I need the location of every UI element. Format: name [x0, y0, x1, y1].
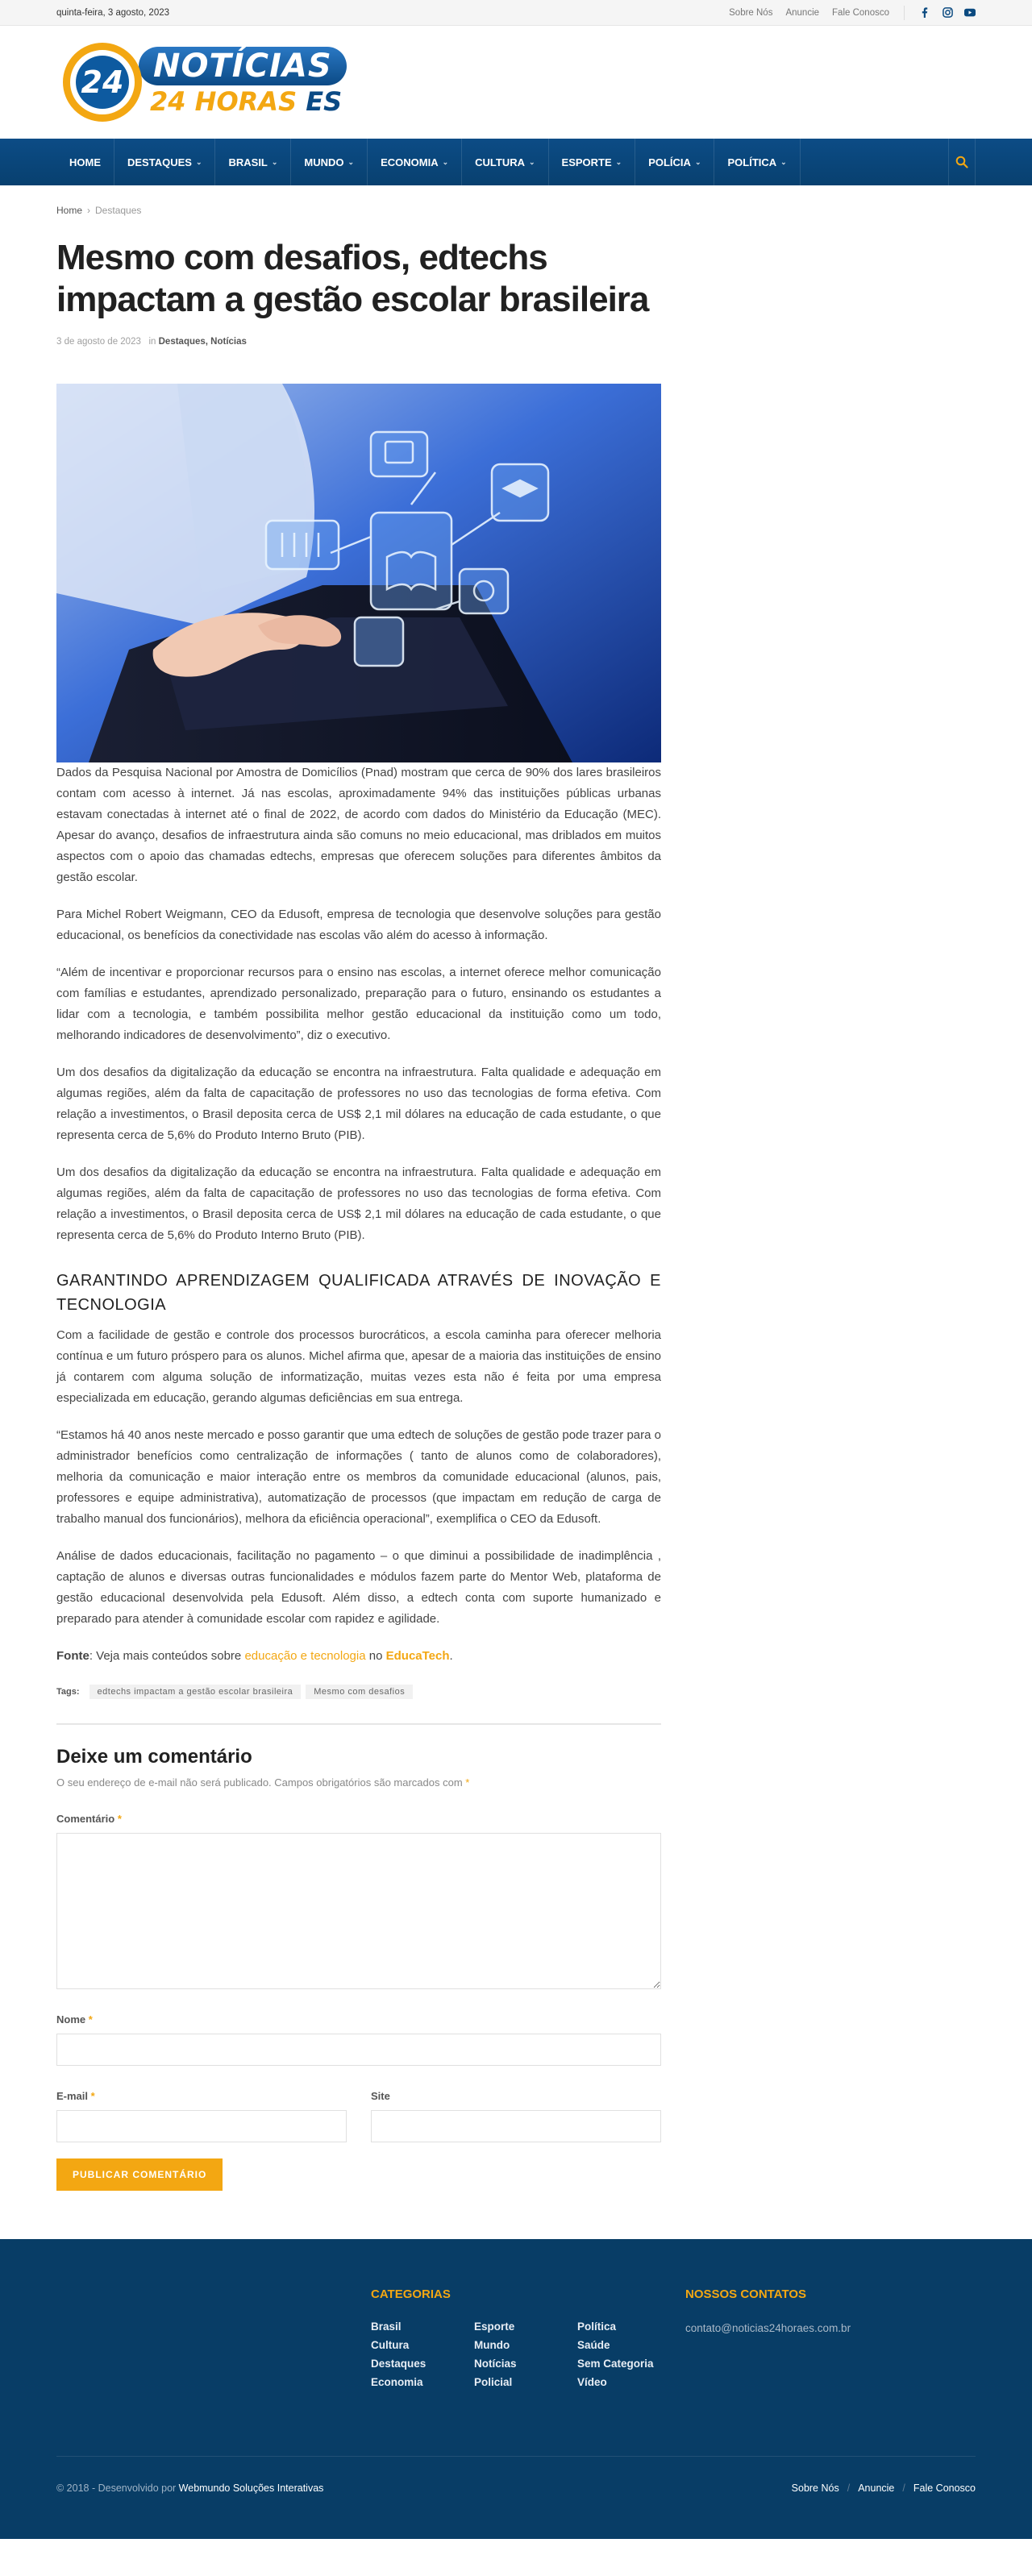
- site-footer: [0, 2239, 1032, 2539]
- top-link-fale-conosco[interactable]: Fale Conosco: [832, 7, 889, 18]
- footer-link-sobre-nos[interactable]: Sobre Nós: [791, 2483, 839, 2494]
- nav-item-home[interactable]: HOME: [56, 139, 114, 185]
- logo-clock-icon: 24: [63, 43, 142, 122]
- article-paragraph: Análise de dados educacionais, facilitação no pagamento – o que diminui a possibilidade de inadimplência , captação de alunos e diversas outras funcionalidades e módulos fazem parte do Mentor Web, plataforma de gestão educacional desenvolvida pela Edusoft. Além disso, a edtech conta com suporte humanizado e preparado para atender à comunidade escolar com rapidez e agilidade.: [56, 1549, 661, 1626]
- nav-item-brasil[interactable]: BRASIL ⌄: [215, 139, 291, 185]
- comment-label: Comentário *: [56, 1813, 122, 1825]
- chevron-down-icon: ⌄: [615, 157, 622, 166]
- footer-contacts: [685, 2287, 851, 2388]
- logo-line2: 24 HORAS ES: [150, 86, 343, 117]
- nav-item-mundo[interactable]: MUNDO ⌄: [291, 139, 368, 185]
- article-paragraph: Um dos desafios da digitalização da educação se encontra na infraestrutura. Falta qualidade e adequação em algumas regiões, além da falta de capacitação de professores no uso das tecnologias de forma efetiva. Com relação a investimentos, o Brasil deposita cerca de US$ 2,1 mil dólares na educação de cada estudante, o que representa cerca de 5,6% do Produto Interno Bruto (PIB).: [56, 1066, 661, 1142]
- social-links: [919, 7, 976, 19]
- article-categories[interactable]: Destaques, Notícias: [158, 337, 247, 347]
- top-link-anuncie[interactable]: Anuncie: [785, 7, 820, 18]
- site-header: [0, 26, 1032, 139]
- email-input[interactable]: [56, 2110, 347, 2142]
- chevron-down-icon: ⌄: [195, 157, 202, 166]
- source-link-topic[interactable]: educação e tecnologia: [244, 1649, 366, 1663]
- footer-link-fale-conosco[interactable]: Fale Conosco: [913, 2483, 976, 2494]
- site-input[interactable]: [371, 2110, 661, 2142]
- footer-category-link[interactable]: Saúde: [577, 2339, 610, 2351]
- breadcrumb-home[interactable]: Home: [56, 205, 83, 216]
- main-content: [0, 205, 718, 2191]
- submit-comment-button[interactable]: PUBLICAR COMENTÁRIO: [56, 2158, 223, 2191]
- logo-line1: NOTÍCIAS: [139, 47, 347, 85]
- chevron-down-icon: ⌄: [528, 157, 535, 166]
- email-label: E-mail *: [56, 2090, 95, 2102]
- youtube-icon[interactable]: [964, 7, 976, 19]
- footer-links: Sobre Nós / Anuncie / Fale Conosco: [791, 2483, 976, 2494]
- nav-item-cultura[interactable]: CULTURA ⌄: [462, 139, 548, 185]
- instagram-icon[interactable]: [942, 7, 953, 19]
- breadcrumb: [56, 205, 661, 216]
- article-tags: Tags: edtechs impactam a gestão escolar brasileira Mesmo com desafios: [56, 1685, 661, 1699]
- chevron-down-icon: ⌄: [442, 157, 449, 166]
- main-nav: [0, 139, 1032, 185]
- footer-category-link[interactable]: Notícias: [474, 2358, 517, 2370]
- chevron-down-icon: ⌄: [694, 157, 701, 166]
- footer-category-link[interactable]: Economia: [371, 2376, 423, 2388]
- article-paragraph: Dados da Pesquisa Nacional por Amostra de Domicílios (Pnad) mostram que cerca de 90% dos lares brasileiros contam com acesso à internet. Já nas escolas, aproximadamente 94% das instituições públicas urbanas estavam conectadas à internet até o final de 2022, de acordo com dados do Ministério da Educação (MEC). Apesar do avanço, desafios de infraestrutura ainda são comuns no meio educacional, mas driblados em muitos aspectos com o apoio das chamadas edtechs, empresas que oferecem soluções para diferentes âmbitos da gestão escolar.: [56, 766, 661, 884]
- search-icon[interactable]: [948, 139, 976, 185]
- article-source: Fonte: Veja mais conteúdos sobre educação e tecnologia no EducaTech.: [56, 1649, 453, 1663]
- top-link-sobre-nos[interactable]: Sobre Nós: [729, 7, 773, 18]
- tag-link[interactable]: Mesmo com desafios: [306, 1685, 413, 1699]
- footer-category-link[interactable]: Esporte: [474, 2320, 515, 2333]
- footer-category-link[interactable]: Destaques: [371, 2358, 427, 2370]
- nav-items: [56, 139, 801, 185]
- article-paragraph: “Estamos há 40 anos neste mercado e posso garantir que uma edtech de soluções de gestão pode trazer para o administrador benefícios como centralização de informações ( tanto de alunos como de colaboradores), melhoria da comunicação e maior interação entre os membros da comunidade educacional (alunos, pais, professores e equipe administrativa), automatização de processos (que impactam em redução de carga de trabalho manual dos funcionários), melhora da eficiência operacional”, exemplifica o CEO da Edusoft.: [56, 1428, 661, 1526]
- footer-credit: © 2018 - Desenvolvido por Webmundo Soluções Interativas: [56, 2483, 324, 2494]
- name-label: Nome *: [56, 2013, 93, 2025]
- footer-bottom: [56, 2456, 976, 2494]
- footer-email[interactable]: contato@noticias24horaes.com.br: [685, 2322, 851, 2334]
- article-title: Mesmo com desafios, edtechs impactam a gestão escolar brasileira: [56, 238, 649, 319]
- comment-textarea[interactable]: [56, 1833, 661, 1989]
- footer-contacts-title: NOSSOS CONTATOS: [685, 2287, 807, 2301]
- chevron-down-icon: ⌄: [271, 157, 278, 166]
- tag-link[interactable]: edtechs impactam a gestão escolar brasileira: [89, 1685, 302, 1699]
- chevron-right-icon: ›: [87, 205, 91, 216]
- footer-category-link[interactable]: Sem Categoria: [577, 2358, 654, 2370]
- footer-category-link[interactable]: Policial: [474, 2376, 513, 2388]
- article-paragraph: Com a facilidade de gestão e controle dos processos burocráticos, a escola caminha para oferecer melhoria contínua e um futuro próspero para os alunos. Michel afirma que, apesar de a maioria das instituições de ensino já contarem com alguma solução de informatização, muitas vezes esta não é feita por uma empresa especializada em educação, gerando algumas deficiências em sua entrega.: [56, 1328, 661, 1405]
- divider: [904, 6, 905, 20]
- article-paragraph: Para Michel Robert Weigmann, CEO da Edusoft, empresa de tecnologia que desenvolve soluções para gestão educacional, os benefícios da conectividade nas escolas vão além do acesso à informação.: [56, 908, 661, 942]
- top-bar: [0, 0, 1032, 26]
- footer-categories: [371, 2287, 685, 2388]
- article-meta: 3 de agosto de 2023 in Destaques, Notícias: [56, 337, 247, 347]
- footer-category-link[interactable]: Mundo: [474, 2339, 510, 2351]
- footer-categories-title: CATEGORIAS: [371, 2287, 451, 2301]
- nav-item-economia[interactable]: ECONOMIA ⌄: [368, 139, 462, 185]
- site-logo[interactable]: [63, 43, 347, 122]
- source-link-educatech[interactable]: EducaTech: [385, 1649, 450, 1663]
- nav-item-esporte[interactable]: ESPORTE ⌄: [549, 139, 636, 185]
- top-links: [729, 6, 976, 20]
- chevron-down-icon: ⌄: [347, 157, 355, 166]
- footer-credit-link[interactable]: Webmundo Soluções Interativas: [178, 2483, 324, 2494]
- footer-category-link[interactable]: Cultura: [371, 2339, 410, 2351]
- footer-category-link[interactable]: Brasil: [371, 2320, 402, 2333]
- site-label: Site: [371, 2090, 390, 2102]
- name-input[interactable]: [56, 2034, 661, 2066]
- article-hero-image: [56, 384, 661, 762]
- facebook-icon[interactable]: [919, 7, 930, 19]
- article-subheading: GARANTINDO APRENDIZAGEM QUALIFICADA ATRAVÉS DE INOVAÇÃO E TECNOLOGIA: [56, 1272, 661, 1314]
- divider: [56, 1723, 661, 1725]
- nav-item-polícia[interactable]: POLÍCIA ⌄: [635, 139, 714, 185]
- nav-item-destaques[interactable]: DESTAQUES ⌄: [114, 139, 215, 185]
- article-body: [56, 762, 661, 1667]
- article-paragraph: “Além de incentivar e proporcionar recursos para o ensino nas escolas, a internet oferece melhor comunicação com famílias e estudantes, aprendizado personalizado, preparação para o futuro, ensinando os estudantes a lidar com a tecnologia, e também possibilita melhor gestão educacional da instituição como um todo, melhorando indicadores de desenvolvimento”, diz o executivo.: [56, 966, 661, 1042]
- footer-category-link[interactable]: Vídeo: [577, 2376, 607, 2388]
- chevron-down-icon: ⌄: [780, 157, 787, 166]
- comment-note: O seu endereço de e-mail não será publicado. Campos obrigatórios são marcados com *: [56, 1776, 470, 1789]
- breadcrumb-current[interactable]: Destaques: [95, 205, 142, 216]
- footer-link-anuncie[interactable]: Anuncie: [858, 2483, 895, 2494]
- current-date: quinta-feira, 3 agosto, 2023: [56, 7, 170, 18]
- footer-category-link[interactable]: Política: [577, 2320, 617, 2333]
- article-date[interactable]: 3 de agosto de 2023: [56, 337, 141, 347]
- comment-heading: Deixe um comentário: [56, 1746, 252, 1768]
- comment-form: [56, 1746, 661, 2191]
- article-paragraph: Um dos desafios da digitalização da educação se encontra na infraestrutura. Falta qualidade e adequação em algumas regiões, além da falta de capacitação de professores no uso das tecnologias de forma efetiva. Com relação a investimentos, o Brasil deposita cerca de US$ 2,1 mil dólares na educação de cada estudante, o que representa cerca de 5,6% do Produto Interno Bruto (PIB).: [56, 1165, 661, 1242]
- nav-item-política[interactable]: POLÍTICA ⌄: [714, 139, 800, 185]
